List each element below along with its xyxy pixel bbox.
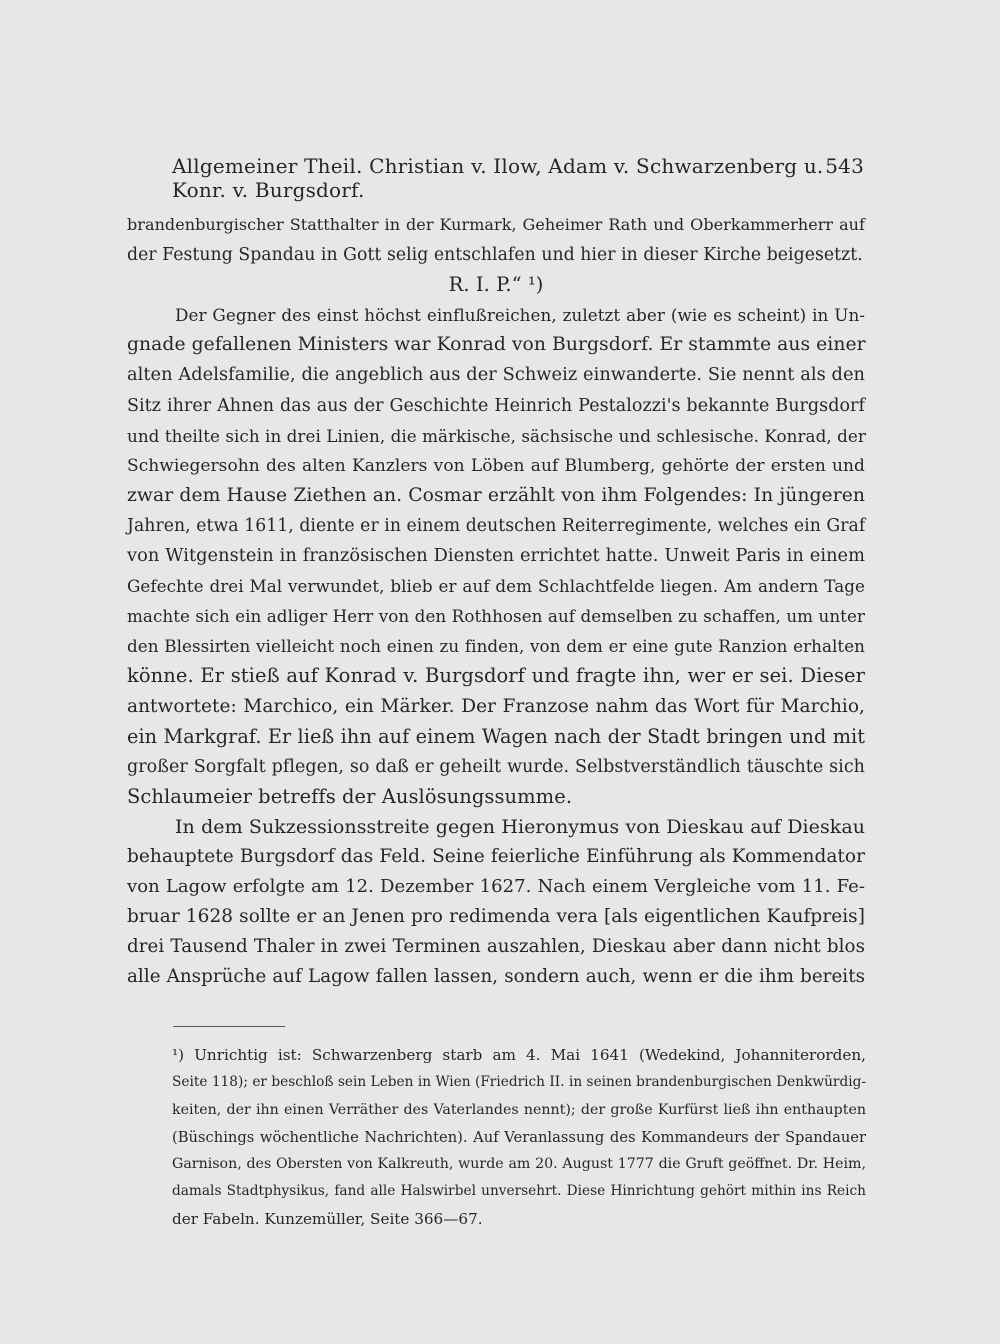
text-line: könne. Er stieß auf Konrad v. Burgsdorf und fragte ihn, wer er sei. Dieser: [127, 664, 865, 688]
text-line: R. I. P.“ ¹): [448, 273, 544, 297]
text-line: Jahren, etwa 1611, diente er in einem deutschen Reiterregimente, welches ein Graf: [127, 515, 866, 536]
text-line: von Lagow erfolgte am 12. Dezember 1627. Nach einem Vergleiche vom 11. Fe-: [127, 876, 865, 898]
text-line: brandenburgischer Statthalter in der Kurmark, Geheimer Rath und Oberkammerherr auf: [127, 215, 865, 234]
text-line: machte sich ein adliger Herr von den Rothhosen auf demselben zu schaffen, um unter: [127, 606, 865, 627]
text-line: bruar 1628 sollte er an Jenen pro redimenda vera [als eigentlichen Kaufpreis]: [127, 906, 865, 928]
footnote-line: Seite 118); er beschloß sein Leben in Wien (Friedrich II. in seinen brandenburgischen Denkwürdig-: [172, 1074, 866, 1091]
running-header: [172, 154, 864, 202]
text-line: Schlaumeier betreffs der Auslösungssumme.: [127, 784, 573, 808]
text-line: alle Ansprüche auf Lagow fallen lassen, sondern auch, wenn er die ihm bereits: [127, 966, 865, 988]
footnote-line: der Fabeln. Kunzemüller, Seite 366—67.: [172, 1209, 483, 1228]
footnotes: [172, 1042, 866, 1233]
text-line: den Blessirten vielleicht noch einen zu finden, von dem er eine gute Ranzion erhalten: [127, 636, 865, 657]
text-line: drei Tausend Thaler in zwei Terminen auszahlen, Dieskau aber dann nicht blos: [127, 936, 865, 958]
footnote-line: damals Stadtphysikus, fand alle Halswirbel unversehrt. Diese Hinrichtung gehört mithin ins Reich: [172, 1183, 866, 1200]
text-line: von Witgenstein in französischen Diensten errichtet hatte. Unweit Paris in einem: [127, 546, 865, 567]
footnote-line: keiten, der ihn einen Verräther des Vaterlandes nennt); der große Kurfürst ließ ihn enthaupten: [172, 1101, 866, 1118]
footnote-divider: [173, 1026, 285, 1027]
text-line: behauptete Burgsdorf das Feld. Seine feierliche Einführung als Kommendator: [127, 845, 865, 867]
text-line: antwortete: Marchico, ein Märker. Der Franzose nahm das Wort für Marchio,: [127, 695, 865, 717]
footnote-line: ¹) Unrichtig ist: Schwarzenberg starb am 4. Mai 1641 (Wedekind, Johanniterorden,: [172, 1046, 866, 1064]
body-text: [127, 210, 865, 992]
text-line: zwar dem Hause Ziethen an. Cosmar erzählt von ihm Folgendes: In jüngeren: [127, 484, 865, 506]
footnote-line: Garnison, des Obersten von Kalkreuth, wurde am 20. August 1777 die Gruft geöffnet. Dr. Heim,: [172, 1156, 866, 1173]
text-line: ein Markgraf. Er ließ ihn auf einem Wagen nach der Stadt bringen und mit: [127, 724, 865, 748]
text-line: alten Adelsfamilie, die angeblich aus der Schweiz einwanderte. Sie nennt als den: [127, 365, 865, 386]
running-title: Allgemeiner Theil. Christian v. Ilow, Adam v. Schwarzenberg u. Konr. v. Burgsdorf.: [172, 154, 824, 202]
text-line: Schwiegersohn des alten Kanzlers von Löben auf Blumberg, gehörte der ersten und: [127, 455, 865, 476]
text-line: der Festung Spandau in Gott selig entschlafen und hier in dieser Kirche beigesetzt.: [127, 245, 863, 266]
text-line: Sitz ihrer Ahnen das aus der Geschichte Heinrich Pestalozzi's bekannte Burgsdorf: [127, 395, 865, 416]
footnote-line: (Büschings wöchentliche Nachrichten). Auf Veranlassung des Kommandeurs der Spandauer: [172, 1128, 866, 1146]
page-number: 543: [825, 154, 864, 178]
text-line: Der Gegner des einst höchst einflußreichen, zuletzt aber (wie es scheint) in Un-: [175, 305, 865, 326]
text-line: gnade gefallenen Ministers war Konrad von Burgsdorf. Er stammte aus einer: [127, 334, 866, 356]
text-line: großer Sorgfalt pflegen, so daß er geheilt wurde. Selbstverständlich täuschte sich: [127, 756, 865, 777]
text-line: und theilte sich in drei Linien, die märkische, sächsische und schlesische. Konrad, der: [127, 425, 866, 446]
text-line: Gefechte drei Mal verwundet, blieb er auf dem Schlachtfelde liegen. Am andern Tage: [127, 576, 865, 597]
text-line: In dem Sukzessionsstreite gegen Hieronymus von Dieskau auf Dieskau: [175, 815, 865, 838]
